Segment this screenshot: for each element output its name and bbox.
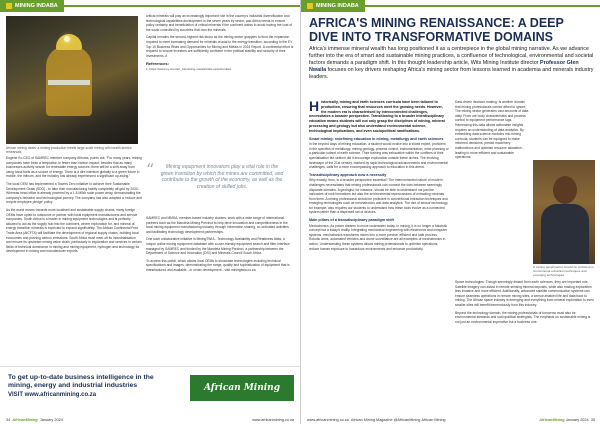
footer-brand: AfricanMining	[12, 417, 38, 422]
paragraph: Beyond the technology domain, the mining professionals of tomorrow must also be environmental stewards and sociopolitical strategists. The emphasis on sustainable mining is not just an environmental imperative but a business one.	[455, 310, 591, 324]
header-square-icon	[307, 3, 313, 9]
right-column-3	[455, 280, 595, 327]
paragraph: Why exactly, then, is a broader perspective essential? The interconnected nature of modern challenges necessitates that mining professionals can connect the dots between seemingly disparate domains. A geologist, for instance, should be able to understand not just the intricacies of rock formations but also the environmental repercussions of extracting minerals from them. A mining professional should be proficient in conventional extraction techniques and emerging technologies such as mechatronics and data analytics. The rise of sensor technology, for example, also requires our students to understand how these tools evolve as a connected system rather than a dispersed set of devices.	[309, 178, 449, 215]
left-column-2	[146, 14, 294, 72]
ad-headline: To get up-to-date business intelligence in the mining, energy and industrial industries	[8, 374, 154, 389]
footer-brand: AfricanMining	[539, 417, 565, 422]
right-page	[300, 0, 600, 424]
left-footer	[0, 415, 300, 424]
paragraph: critical minerals will play an increasingly important role in the country's industrial diversification and technological capabilities development in the seven years by sector, and Africa needs to ensure policy certainty and beneficiation of critical minerals if the continent wants to avoid having the cost of the world controlled by countries that own the minerals.	[146, 14, 293, 32]
social-twitter[interactable]: @AfricanMining	[393, 417, 421, 422]
right-header-label: MINING INDABA	[316, 3, 359, 9]
left-section-header	[0, 0, 300, 12]
footer-url[interactable]: www.africanmining.co.za	[307, 417, 349, 422]
ad-visit-link[interactable]: VISIT www.africanmining.co.za	[8, 392, 97, 398]
drop-cap: H	[309, 98, 320, 114]
right-column-2	[455, 100, 529, 163]
subheading: Transdisciplinary approach now a necessity	[309, 172, 387, 177]
right-footer	[301, 415, 600, 424]
page-number: 35	[590, 417, 595, 422]
social-facebook[interactable]: African Mining Magazine	[350, 417, 393, 422]
paragraph: Eugene Ko CEO of SAMREC member company Afriocta, points out, "For many years, mining companies have been a temptation to fewer than carbon impact; besides that as many businesses actively search for renewable energy sources; there will be a shift away from using fossil fuels as a source of energy. There is a dire intention globally to a green future in mobile, the infinum, and the industry has already experienced a significant up-swing."	[6, 156, 142, 179]
left-column-1	[6, 156, 142, 257]
lede-text: istorically, mining and earth sciences curricula have been tailored to production, ensuring that resources meet the growing needs. However, the modern era is characterised by interconnected challenges, necessitates a broader perspective. Transitioning to a broader interdisciplinary education means students will not only grasp the disciplines of mining, mineral processing and geology but also understand environmental science, technological implications, and even sociopolitical ramifications.	[309, 100, 445, 133]
paragraph: Mechatronics: As power dreams to move underwater today, in mining, it is no longer a futuristic concept but a today's reality. Integrating mechanical engineering with electronics and computer systems, mechatronics transforms mines into a more precise, efficient and safe process. Robotic arms, automated vehicles and drone surveillance are all examples of mechatronics in action. Understanding these systems allows mining professionals to optimise operations, reduce human exposure to hazardous environments and enhance productivity.	[309, 223, 448, 251]
lede-paragraph	[309, 100, 449, 134]
footer-url[interactable]: www.africanmining.co.za	[252, 417, 294, 422]
paragraph: In the beyond days of mining education, a student would evolve into a siloed expert, proficient in the specifics of metallurgy, mining geology, process control, instrumentation, mine planning or a particular subset of earth science. Their training was exhaustive within the confines of their specialisation but seldom did it encourage exploration outside these niches. The evolving landscape of the 21st century, marked by rapid technological advancements and environmental challenges, calls for a more encompassing approach to education in this arena.	[309, 142, 449, 170]
quote-mark-icon: “	[146, 160, 155, 179]
paragraph: SAMREC and MMSA, member-based industry clusters, work with a wide range of international partners such as the Mandela Mining Precinct to help drive innovation and competitiveness in the local mining equipment manufacturing industry through information sharing, co-ordinated activities and facilitating technology development partnerships.	[146, 216, 289, 234]
paragraph: Capital remains the second-highest risk factor as the mining sector grapples to fund the expansion required to meet increasing demand for minerals crucial to the energy transition, according to the EY Top 10 Business Risks and Opportunities for Mining and Metals in 2024 Report. A continental effort is required to ensure investors are sufficiently confident in the political stability and security of their investments. #	[146, 35, 294, 58]
page-number: 34	[6, 417, 11, 422]
references-title: References:	[146, 61, 169, 67]
paragraph: Space technologies: Though seemingly distant from earth sciences, they are important role. Satellite imagery can assist in remote sensing mineral deposits, while also making exploration less invasive and more efficient. Additionally, advanced satellite communication systems can ensure seamless operations in remote mining sites, a sensor-enabled life and data back to mining. The African space industry is emerging and everything from mineral exploration to even smaller sites will benefit tremendously from this industry.	[455, 280, 594, 307]
photo-caption: African mining deals: a mining production meets large-scale mining with health service rehearsals	[6, 146, 132, 154]
left-header-label: MINING INDABA	[15, 3, 58, 9]
standfirst-text: Africa's immense mineral wealth has long positioned it as a centrepiece in the global mining narrative. As we advance further into the era of smart and sustainable mining practices, a confluence of technological, environmental and societal factors demands a paradigm shift. In this thought leadership article, Wits Mining Institute director	[309, 46, 594, 66]
right-column-1	[309, 100, 449, 254]
pull-quote	[146, 160, 292, 212]
paragraph: As the world moves towards more localised and sustainable supply chains, many foreign OEMs have opted to outsource or partner with local equipment manufacturers and service companies. South Africa is a leader in mining equipment technologies and is perfectly situated to act as the supply hub into the continent, where exploration for, and mineral of, energy transition minerals is expected to expand significantly. The African Continental Free Trade Area (AfCFTA) will facilitate the development of regional supply chains, building local economies and pushing carbon emissions. South Africa must meet off its industrialisation and ensure its upstream mining value chain, particularly in exploration and services in certain fields of technical dominance in mining and mining equipment, hydrogen and technology for development in mining and manufacturer exports.	[6, 207, 142, 254]
subheading: Smart mining: redefining education in mining, metallurgy and earth sciences	[309, 136, 444, 141]
miner-photo	[6, 16, 138, 144]
subheading: Main pillars of a transdisciplinary paradigm shift	[309, 218, 394, 223]
article-title: AFRICA'S MINING RENAISSANCE: A DEEP DIVE INTO TRANSFORMATIVE DOMAINS	[309, 16, 564, 44]
author-name: Professor Glen Nwaila	[309, 60, 579, 73]
reference-link[interactable]: 1. https://www.ey.com/en_za/mining-metals/risks-opportunities	[146, 66, 232, 71]
photo-caption: A mining geophysicist should be proficient in conventional extraction techniques and emerging technologies.	[533, 265, 594, 277]
right-section-header	[301, 0, 600, 12]
pull-quote-text: Mining equipment innovators play a vital role in the green transition by which the mines are committed, and contribute to the growth of the economy, as well as the creation of skilled jobs.	[160, 164, 284, 190]
left-column-3	[146, 216, 294, 276]
paragraph: To access this portal, which allows local OEMs to showcase technologies including technical specifications and images, demonstrating the range, quality and sophistication of equipment that is manufactured and available - or under development - visit miningtwia.co.za.	[146, 258, 290, 272]
footer-issue: January 2024	[565, 417, 589, 422]
standfirst	[309, 46, 595, 81]
standfirst-text: focuses on key drivers reshaping Africa's mining sector from lessons learned in academia and minerals industry leaders.	[309, 67, 594, 80]
paragraph: Data-driven decision-making: Is another domain that mining professionals cannot afford to ignore. The mining sector generates vast amounts of data daily. From ore body characteristics and process control to equipment performance logs. Harnessing this data allows actionable insights requires an understanding of data analytics. By embedding data science modules into mining curricula, students can be equipped to make informed decisions, predict machinery malfunctions and optimise resource allocation - leading to more efficient and sustainable operations.	[455, 100, 529, 160]
advertisement-banner[interactable]	[0, 366, 300, 414]
footer-issue: January 2024	[39, 417, 63, 422]
header-square-icon	[6, 3, 12, 9]
professor-photo	[533, 160, 595, 264]
paragraph: One such collaborative initiative is MiningTWIA - Technology Availability and Readiness Atlas, a unique online mining equipment database with a user-friendly equipment search and filter interface managed by SAMREC and funded by the Mandela Mining Precinct, a partnership between the Department of Science and Innovation (DSI) and Minerals Council South Africa.	[146, 237, 290, 256]
paragraph: The local OEM has implemented a Towers Zero initiative to achieve their Sustainable Development Goals (SDG) - to take their manufacturing facility completely off-grid by 2030. Whereas head office is already powered by a 1.5-MWh solar power array, demonstrating the company's behavior and technological journey. The company has also adopted a 'reduce and recycle employee pledge' policy.	[6, 181, 142, 205]
social-linkedin[interactable]: African Mining	[421, 417, 446, 422]
african-mining-logo: African Mining	[190, 375, 294, 401]
